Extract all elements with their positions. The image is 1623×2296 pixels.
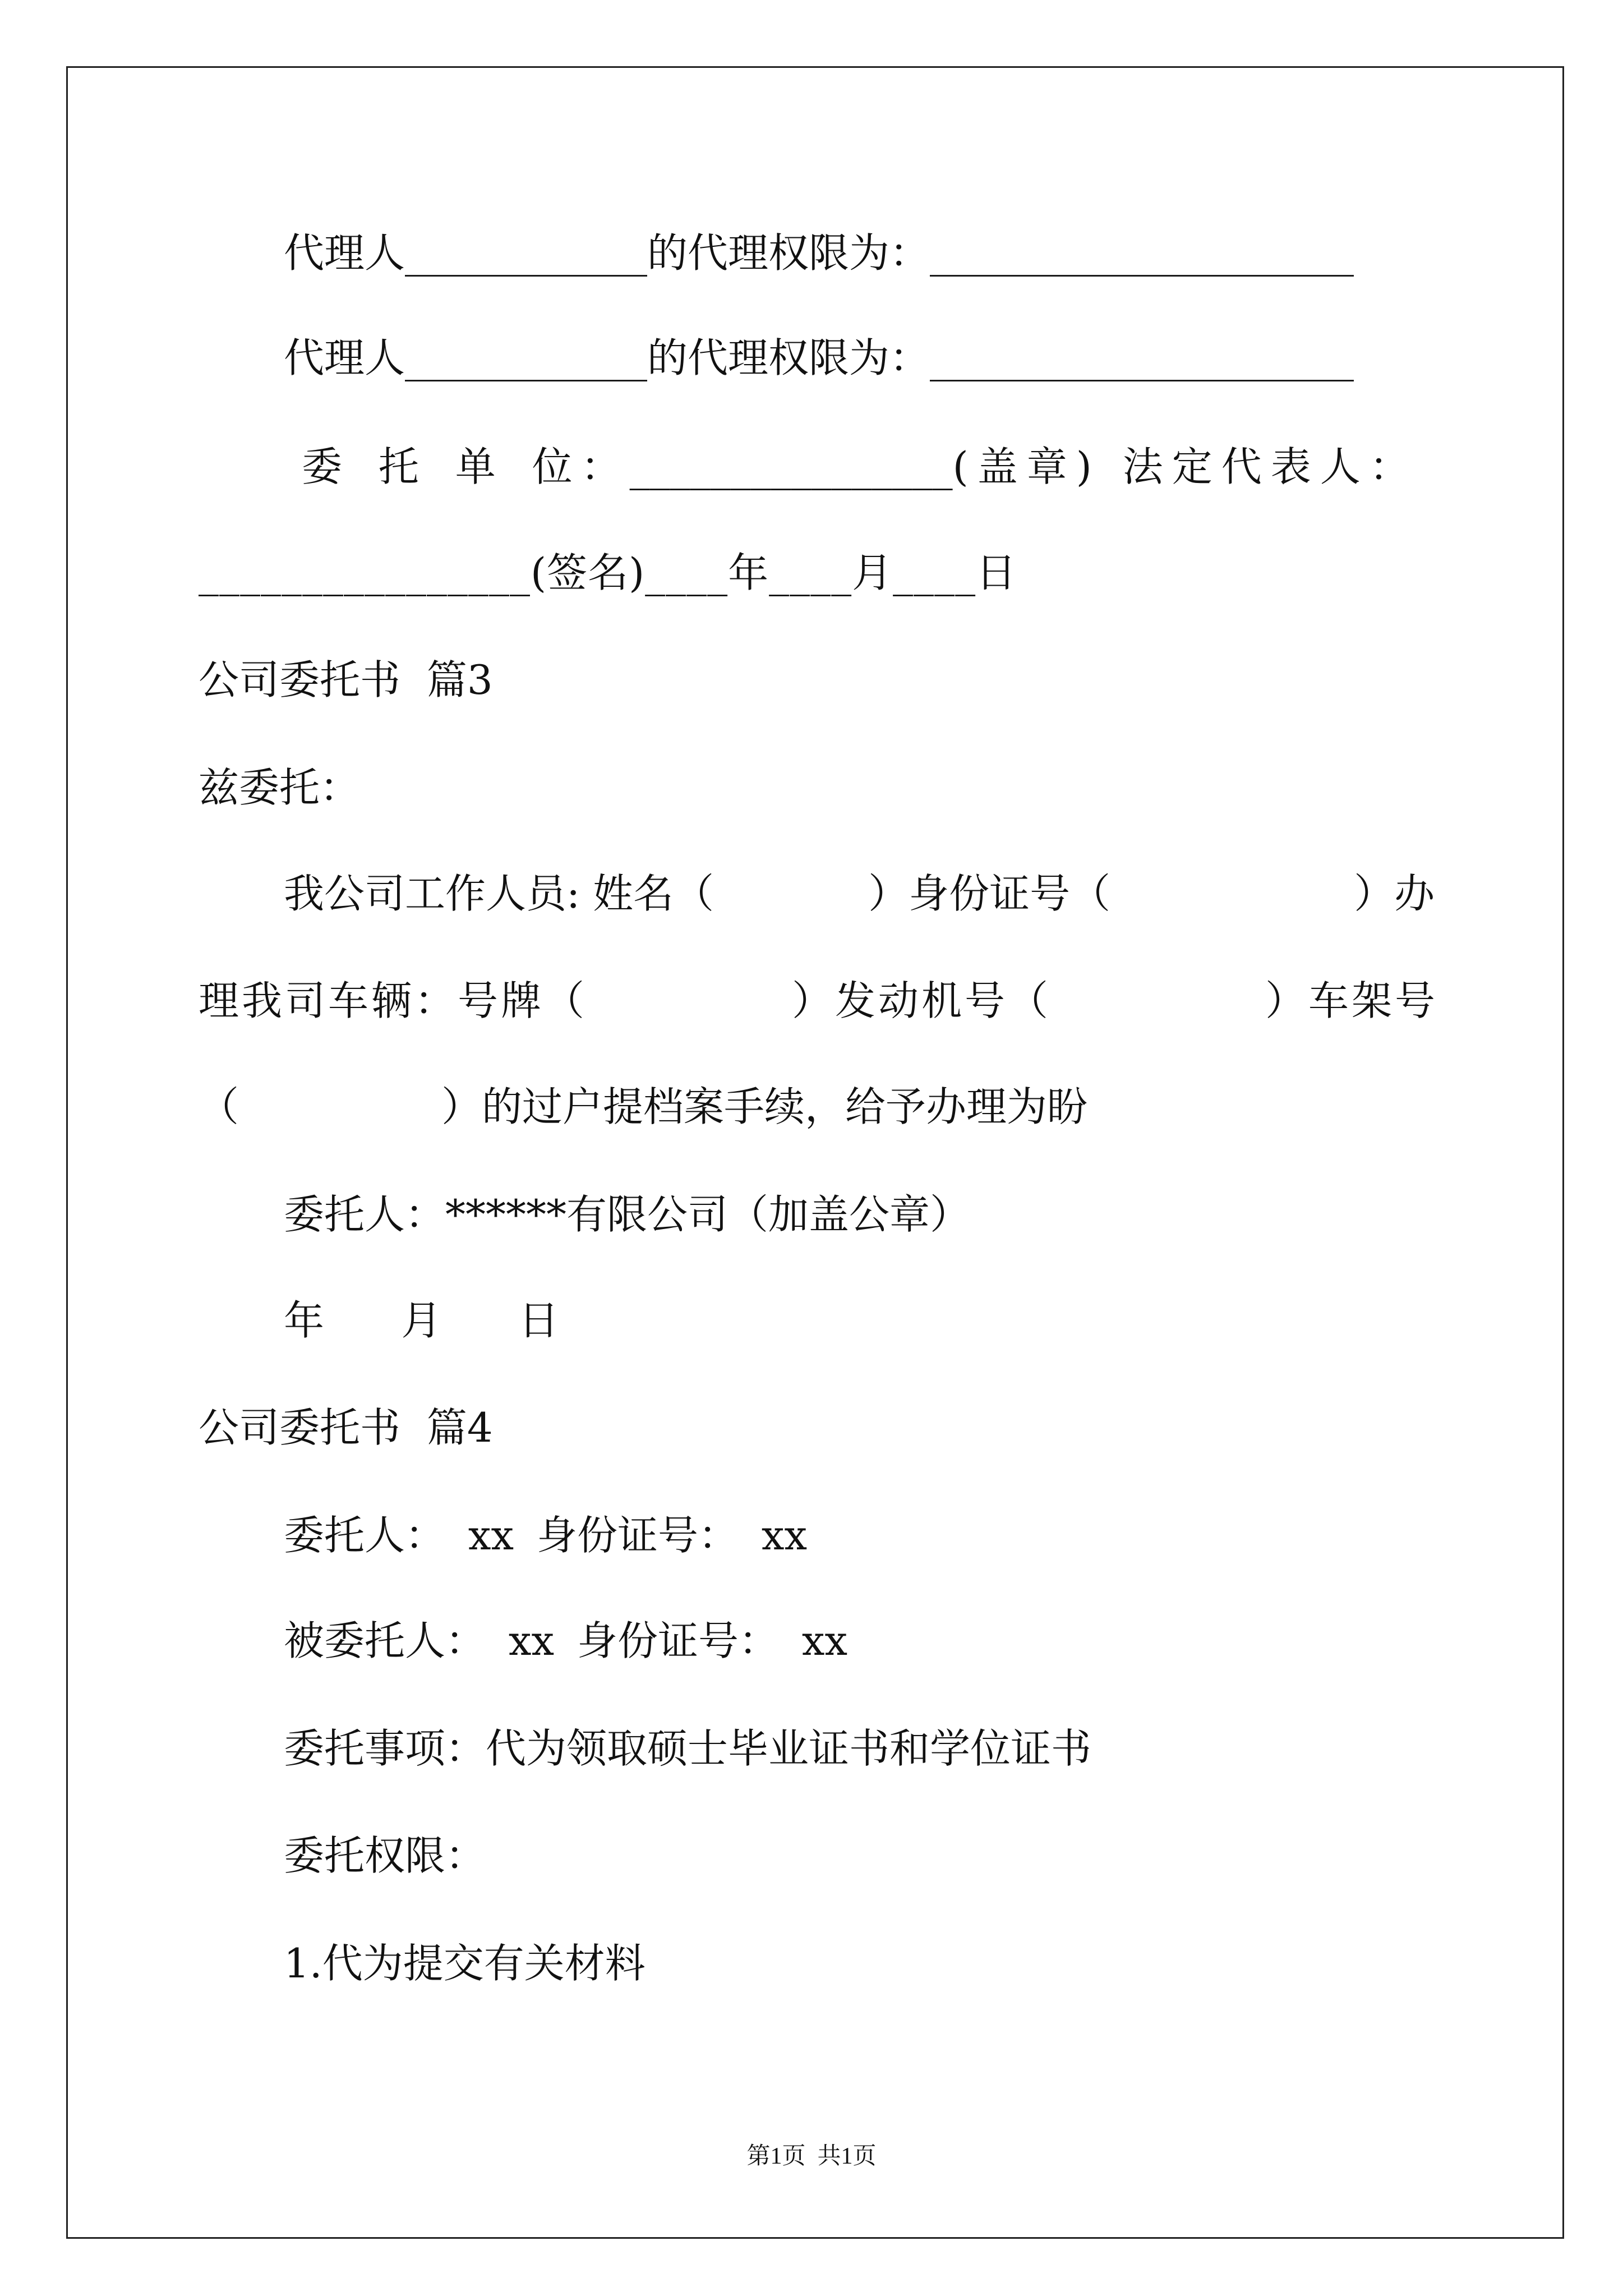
- id-number-blank: [1110, 907, 1354, 908]
- principal-unit-label: 委 托 单 位：: [302, 443, 630, 490]
- seal-legal-representative-label: (盖章) 法定代表人：: [952, 443, 1419, 490]
- agent-scope-line-2: 代理人____________的代理权限为：_____________________: [284, 334, 1354, 381]
- frame-number-open-paren: （: [199, 1083, 239, 1130]
- section-4-matter: 委托事项：代为领取硕士毕业证书和学位证书: [284, 1725, 1092, 1772]
- frame-number-blank: [239, 1120, 441, 1121]
- agent-scope-line-1: 代理人____________的代理权限为：_____________________: [284, 229, 1354, 277]
- plate-number-blank: [587, 1014, 792, 1015]
- section-3-date: 年 月 日: [284, 1297, 559, 1344]
- section-3-body-line-1: [284, 868, 1435, 919]
- section-3-body-line-3: [199, 1082, 1087, 1132]
- section-4-principal: 委托人： xx 身份证号： xx: [284, 1512, 808, 1559]
- page-footer: 第1页 共1页: [746, 2143, 877, 2169]
- frame-number-label: ）车架号: [1265, 977, 1438, 1024]
- section-4-authority-item-1: 1.代为提交有关材料: [284, 1940, 645, 1987]
- section-4-heading: 公司委托书 篇4: [199, 1404, 493, 1451]
- section-3-body-line-2: [199, 976, 1438, 1026]
- principal-unit-blank: ________________: [629, 443, 953, 490]
- signature-date-line: ________________(签名)____年____月____日: [199, 549, 1017, 596]
- section-4-agent: 被委托人： xx 身份证号： xx: [284, 1617, 848, 1664]
- page-border: [66, 66, 1564, 2239]
- id-number-label: ）身份证号（: [868, 870, 1111, 917]
- section-3-intro: 兹委托：: [199, 764, 361, 811]
- principal-unit-line: [302, 441, 1419, 492]
- engine-number-blank: [1051, 1014, 1265, 1015]
- section-3-heading: 公司委托书 篇3: [199, 656, 493, 703]
- body-line-1-tail: ）办: [1354, 870, 1435, 917]
- section-4-authority-label: 委托权限：: [284, 1832, 486, 1879]
- section-3-principal: 委托人：******有限公司（加盖公章）: [284, 1191, 971, 1238]
- engine-number-label: ）发动机号（: [792, 977, 1052, 1024]
- transfer-procedure-text: ）的过户提档案手续，给予办理为盼: [441, 1083, 1088, 1130]
- staff-name-label: 我公司工作人员: 姓名（: [284, 870, 714, 917]
- name-blank: [714, 907, 868, 908]
- plate-number-label: 理我司车辆：号牌（: [199, 977, 588, 1024]
